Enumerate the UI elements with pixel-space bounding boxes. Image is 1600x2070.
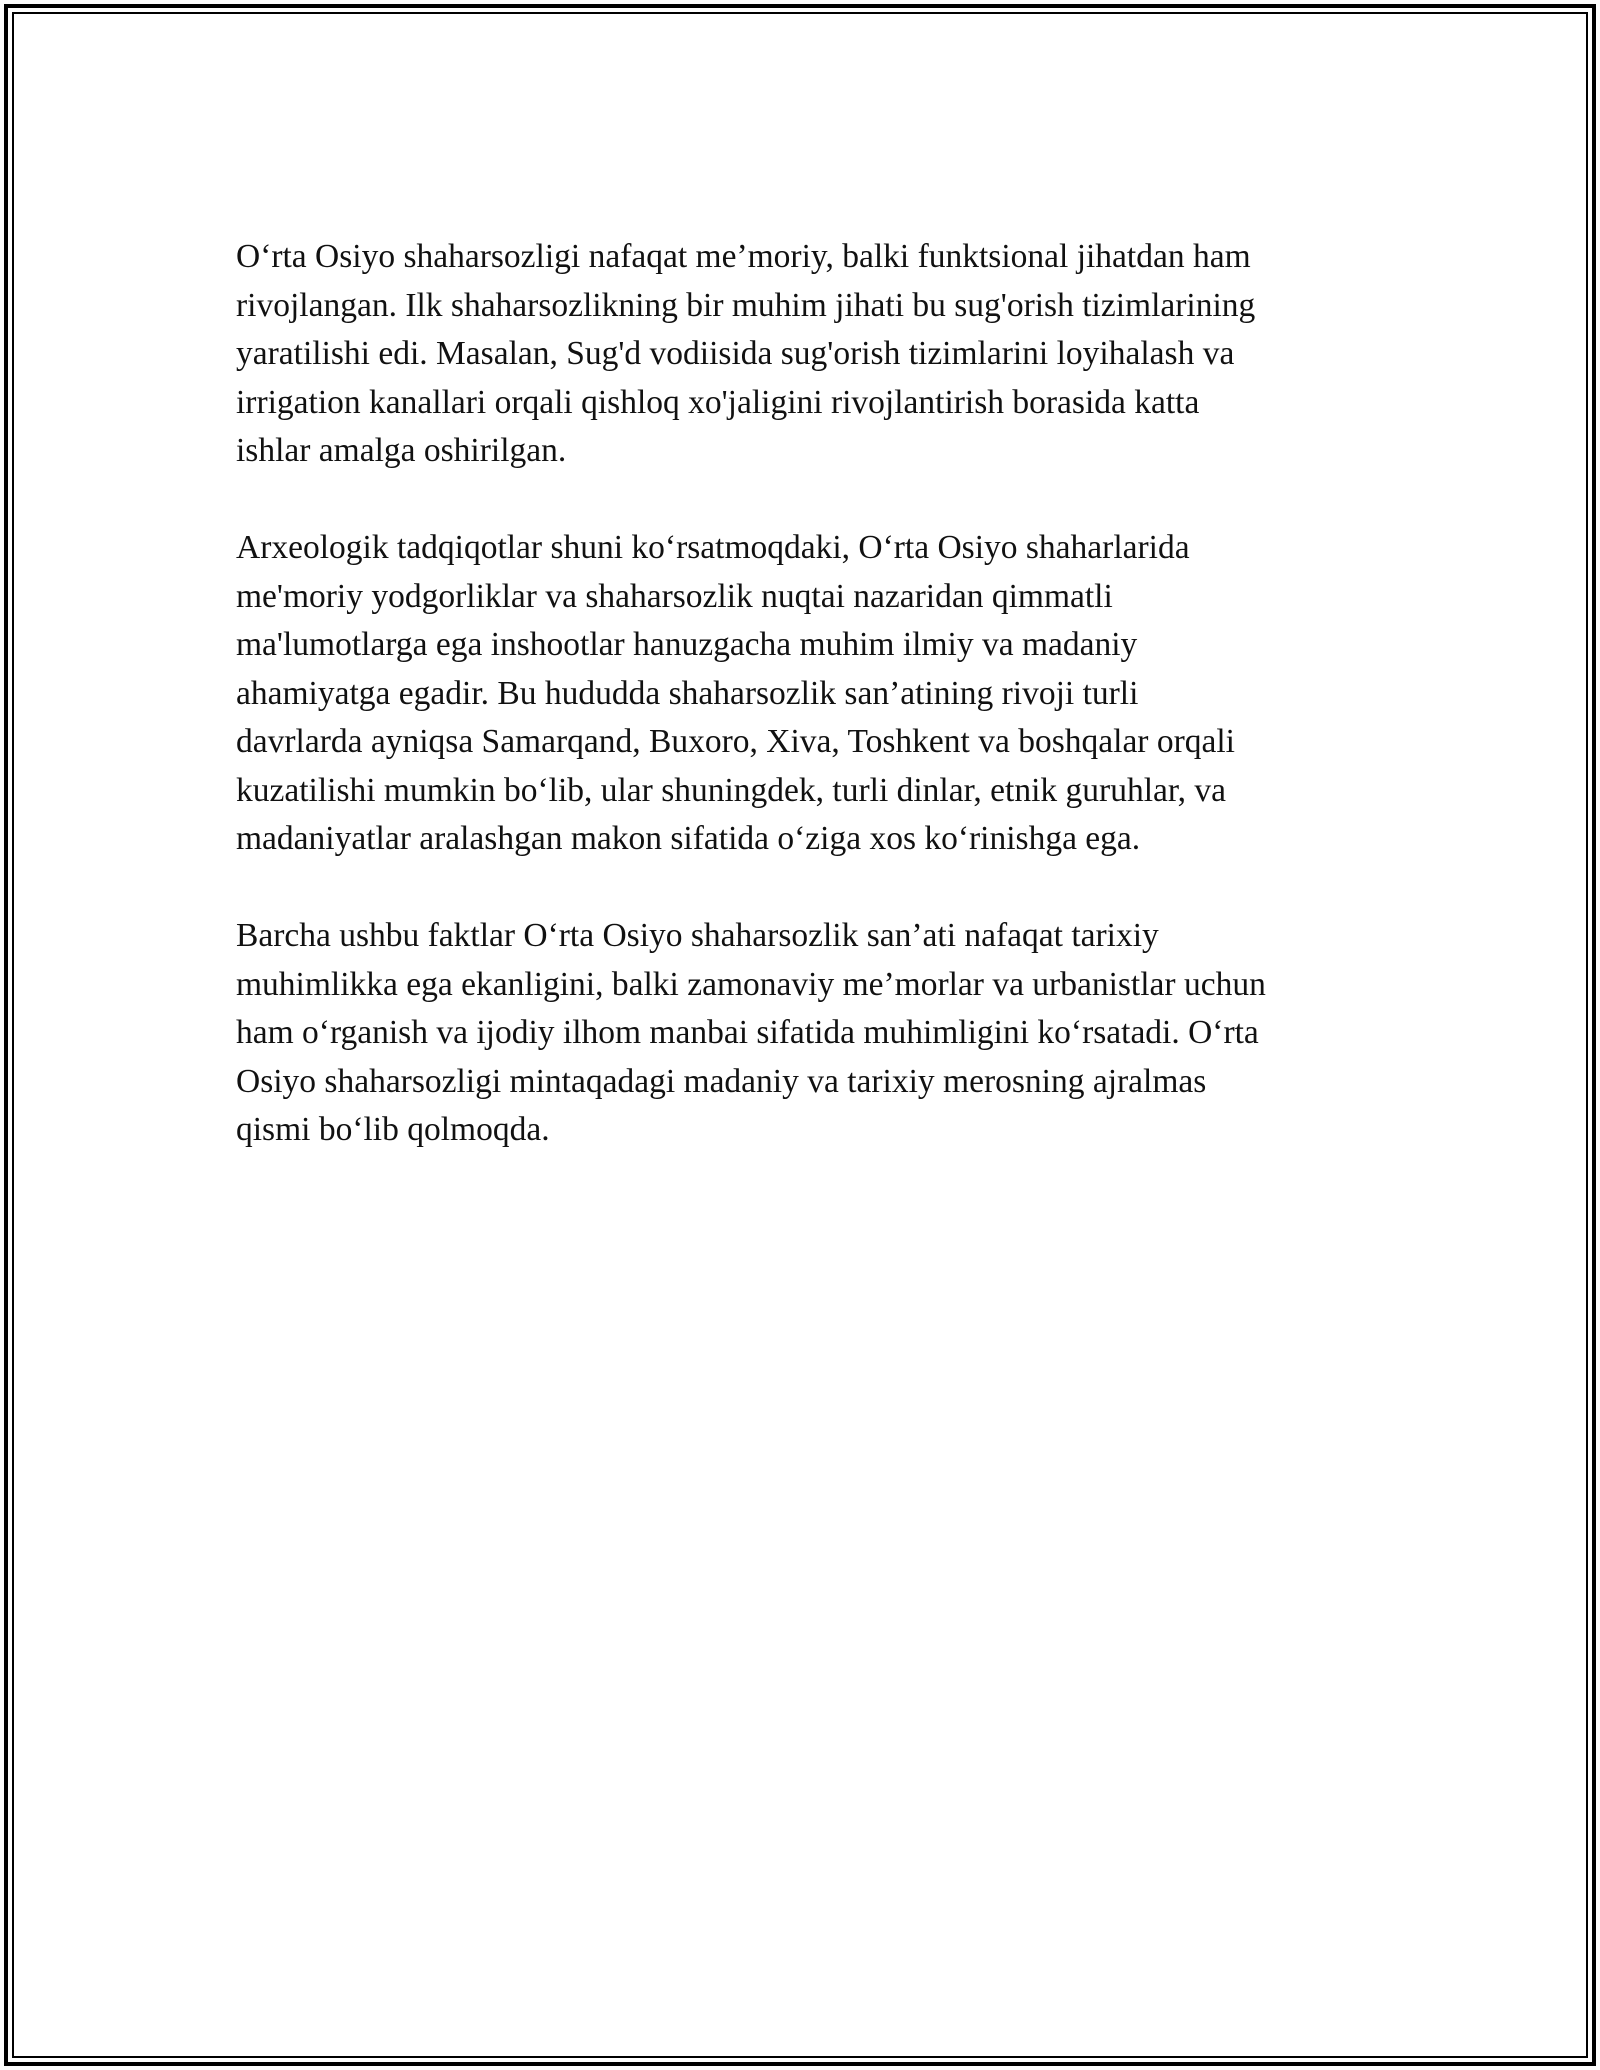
paragraph-3 [236,912,1381,1155]
document-body [236,233,1381,1203]
paragraph-1 [236,233,1381,476]
paragraph-line: me'moriy yodgorliklar va shaharsozlik nuqtai nazaridan qimmatli [236,577,1113,615]
paragraph-line: O‘rta Osiyo shaharsozligi nafaqat me’moriy, balki funktsional jihatdan ham [236,238,1251,275]
paragraph-line: rivojlangan. Ilk shaharsozlikning bir muhim jihati bu sug'orish tizimlarining [236,286,1256,324]
paragraph-line: Osiyo shaharsozligi mintaqadagi madaniy va tarixiy merosning ajralmas [236,1062,1207,1100]
paragraph-line: kuzatilishi mumkin bo‘lib, ular shuningdek, turli dinlar, etnik guruhlar, va [236,771,1227,809]
paragraph-line: qismi bo‘lib qolmoqda. [236,1111,550,1148]
paragraph-line: ishlar amalga oshirilgan. [236,432,567,469]
paragraph-2 [236,524,1381,864]
paragraph-line: madaniyatlar aralashgan makon sifatida o‘ziga xos ko‘rinishga ega. [236,820,1141,857]
paragraph-line: yaratilishi edi. Masalan, Sug'd vodiisida sug'orish tizimlarini loyihalash va [236,335,1235,372]
paragraph-line: muhimlikka ega ekanligini, balki zamonaviy me’morlar va urbanistlar uchun [236,965,1266,1003]
paragraph-line: Barcha ushbu faktlar O‘rta Osiyo shaharsozlik san’ati nafaqat tarixiy [236,917,1159,954]
paragraph-line: Arxeologik tadqiqotlar shuni ko‘rsatmoqdaki, O‘rta Osiyo shaharlarida [236,529,1190,566]
paragraph-line: ma'lumotlarga ega inshootlar hanuzgacha muhim ilmiy va madaniy [236,626,1138,663]
paragraph-line: davrlarda ayniqsa Samarqand, Buxoro, Xiva, Toshkent va boshqalar orqali [236,723,1235,760]
paragraph-line: irrigation kanallari orqali qishloq xo'jaligini rivojlantirish borasida katta [236,383,1200,421]
paragraph-line: ham o‘rganish va ijodiy ilhom manbai sifatida muhimligini ko‘rsatadi. O‘rta [236,1014,1259,1051]
paragraph-line: ahamiyatga egadir. Bu hududda shaharsozlik san’atining rivoji turli [236,674,1139,712]
